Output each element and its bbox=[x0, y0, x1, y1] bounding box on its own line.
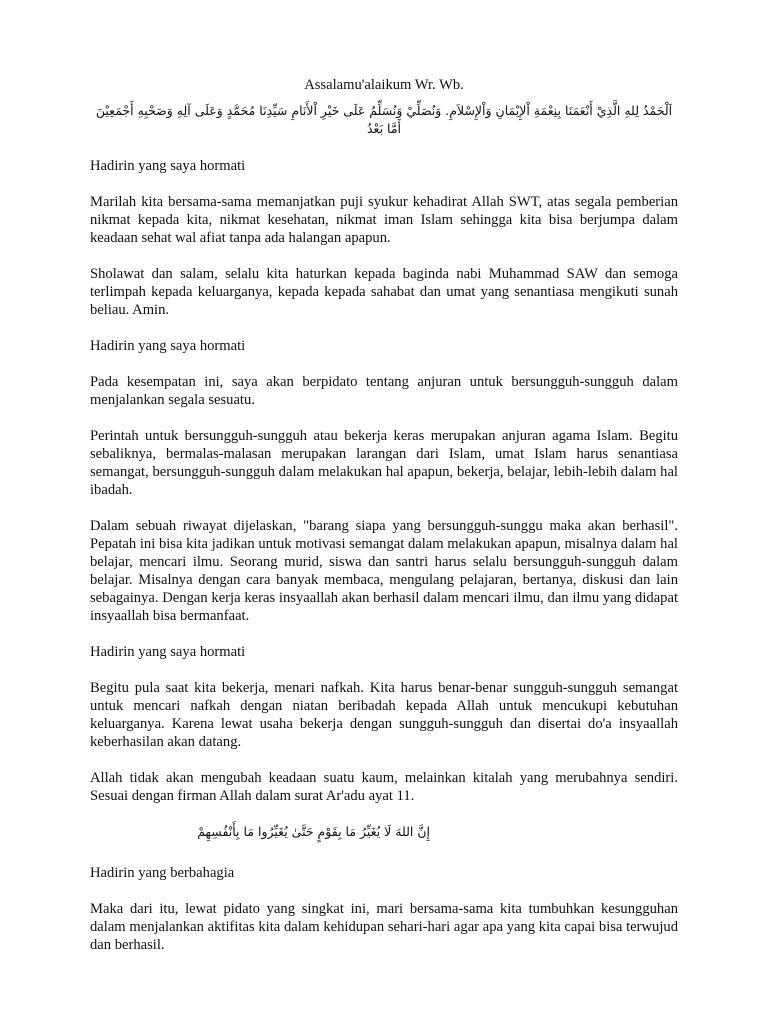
section-heading: Hadirin yang saya hormati bbox=[90, 338, 246, 354]
quran-verse-arabic: إِنَّ اللهَ لَا يُغَيِّرُ مَا بِقَوْمٍ حَتَّىٰ يُغَيِّرُوا مَا بِأَنْفُسِهِمْ bbox=[197, 824, 430, 839]
speech-document bbox=[90, 76, 678, 972]
paragraph: Perintah untuk bersungguh-sungguh atau bekerja keras merupakan anjuran agama Islam. Begitu sebaliknya, bermalas-malasan merupakan larangan dari Islam, umat Islam harus senantiasa semangat, bersungguh-sungguh dalam melakukan hal apapun, bekerja, belajar, lebih-lebih dalam hal ibadah. bbox=[90, 428, 678, 498]
opening-arabic-text: اَلْحَمْدُ لِلهِ الَّذِيْ أَنْعَمَنَا بِنِعْمَةِ اْلإِيْمَانِ وَاْلإِسْلاَمِ. وَنُصَلِّيْ وَنُسَلِّمُ عَلَى خَيْرِ اْلأَنَامِ سَيِّدِنَا مُحَمَّدٍ وَعَلَى آلِهِ وَصَحْبِهِ أَجْمَعِيْنَ أَمَّا بَعْدُ bbox=[95, 103, 673, 136]
paragraph: Begitu pula saat kita bekerja, menari nafkah. Kita harus benar-benar sungguh-sungguh semangat untuk mencari nafkah dengan niatan beribadah kepada Allah untuk mencukupi kebutuhan keluarganya. Karena lewat usaha bekerja dengan sungguh-sungguh dan disertai do'a insyaallah keberhasilan akan datang. bbox=[90, 680, 678, 750]
paragraph: Marilah kita bersama-sama memanjatkan puji syukur kehadirat Allah SWT, atas segala pemberian nikmat kepada kita, nikmat kesehatan, nikmat iman Islam sehingga kita bisa berjumpa dalam keadaan sehat wal afiat tanpa ada halangan apapun. bbox=[90, 194, 678, 246]
paragraph: Sholawat dan salam, selalu kita haturkan kepada baginda nabi Muhammad SAW dan semoga terlimpah kepada keluarganya, kepada kepada sahabat dan umat yang senantiasa mengikuti sunah beliau. Amin. bbox=[90, 266, 678, 318]
paragraph: Pada kesempatan ini, saya akan berpidato tentang anjuran untuk bersungguh-sungguh dalam menjalankan segala sesuatu. bbox=[90, 374, 678, 408]
paragraph: Dalam sebuah riwayat dijelaskan, "barang siapa yang bersungguh-sunggu maka akan berhasil". Pepatah ini bisa kita jadikan untuk motivasi semangat dalam melakukan apapun, misalnya dalam hal belajar, mencari ilmu. Seorang murid, siswa dan santri harus selalu bersungguh-sungguh dalam belajar. Misalnya dengan cara banyak membaca, mengulang pelajaran, bertanya, diskusi dan lain sebagainya. Dengan kerja keras insyaallah akan berhasil dalam mencari ilmu, dan ilmu yang didapat insyaallah bisa bermanfaat. bbox=[90, 518, 678, 624]
paragraph: Allah tidak akan mengubah keadaan suatu kaum, melainkan kitalah yang merubahnya sendiri. Sesuai dengan firman Allah dalam surat Ar'adu ayat 11. bbox=[90, 770, 678, 804]
section-heading: Hadirin yang saya hormati bbox=[90, 158, 246, 174]
greeting: Assalamu'alaikum Wr. Wb. bbox=[304, 77, 464, 93]
paragraph: Maka dari itu, lewat pidato yang singkat ini, mari bersama-sama kita tumbuhkan kesungguhan dalam menjalankan aktifitas kita dalam kehidupan sehari-hari agar apa yang kita capai bisa terwujud dan berhasil. bbox=[90, 901, 678, 953]
section-heading: Hadirin yang saya hormati bbox=[90, 644, 246, 660]
section-heading: Hadirin yang berbahagia bbox=[90, 865, 235, 881]
